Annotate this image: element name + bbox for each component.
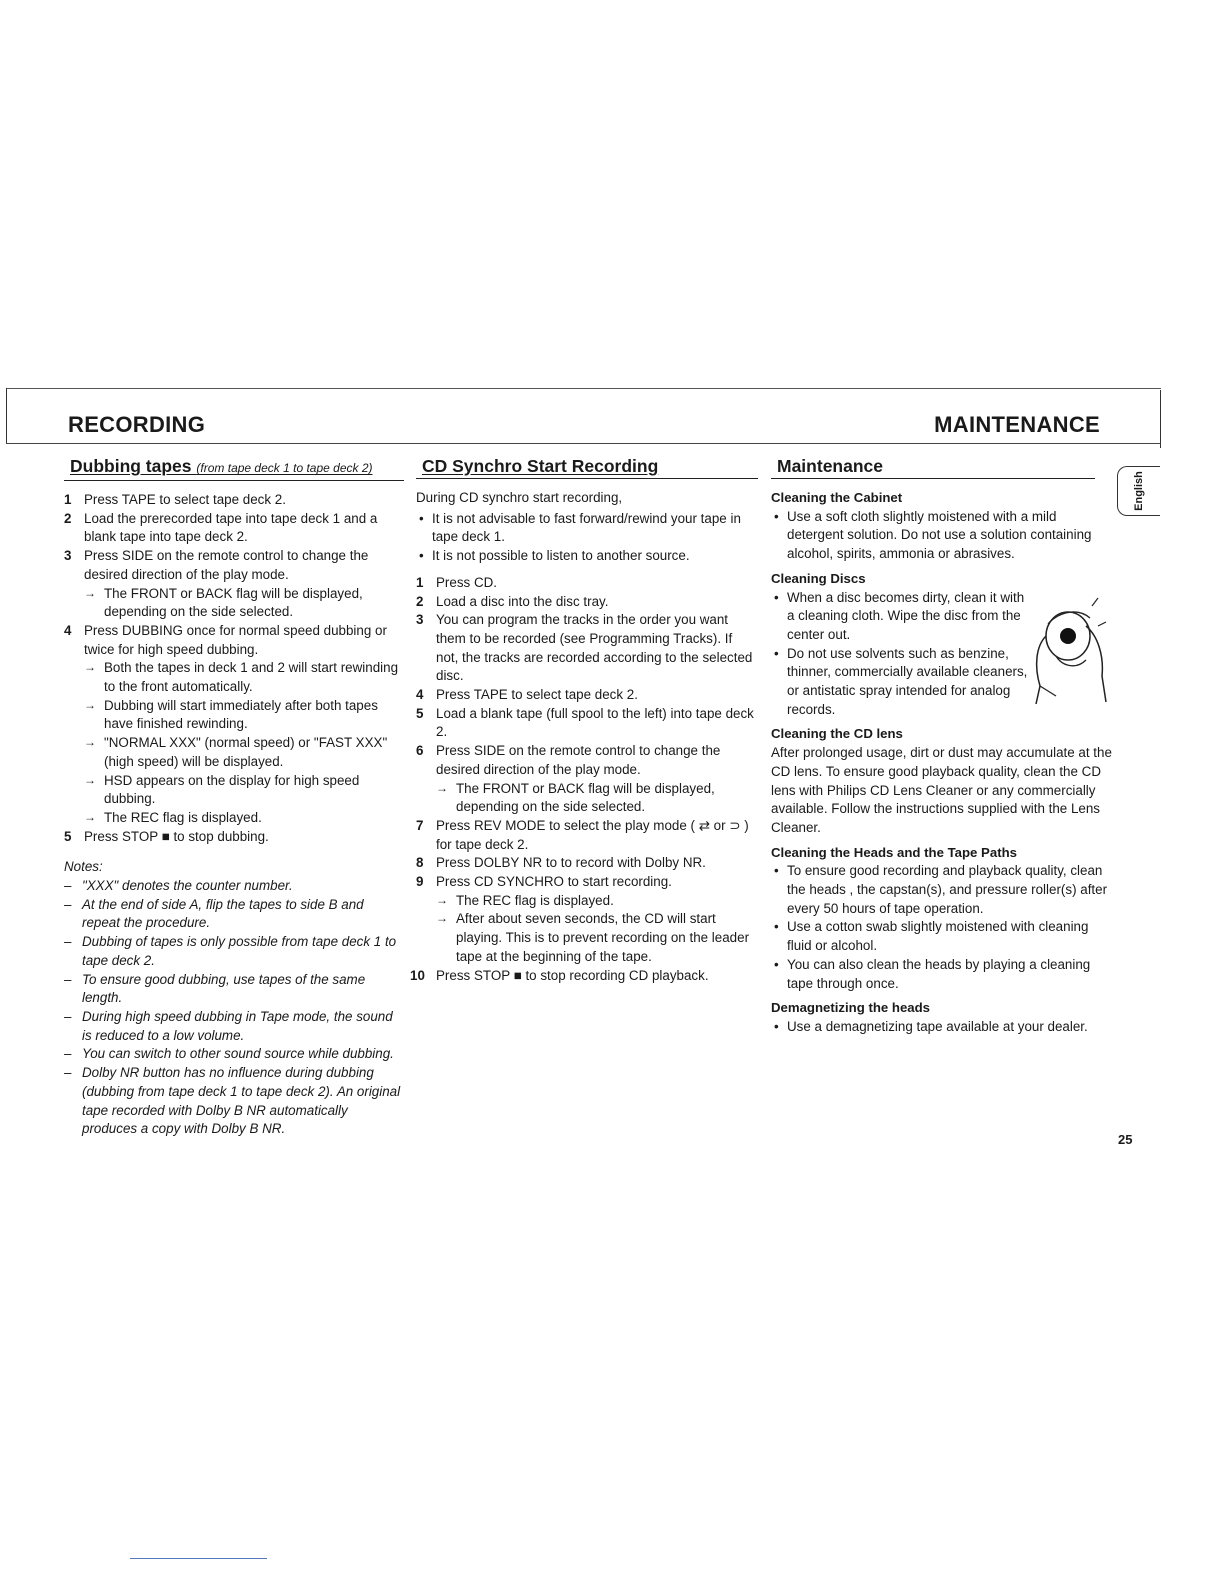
cd-synchro-steps: [410, 574, 758, 985]
lens-text: After prolonged usage, dirt or dust may accumulate at the CD lens. To ensure good playback quality, clean the CD lens with Philips CD Lens Cleaner or any commercially available. Follow the instructions supplied with the Lens Cleaner.: [771, 745, 1112, 835]
note-item: – Dubbing of tapes is only possible from tape deck 1 to tape deck 2.: [64, 933, 404, 970]
top-frame-line: [6, 388, 1161, 389]
dubbing-step: 2 Load the prerecorded tape into tape deck 1 and a blank tape into tape deck 2.: [64, 510, 378, 545]
dubbing-substep: → The REC flag is displayed.: [84, 809, 404, 828]
bullet-item: • Use a demagnetizing tape available at your dealer.: [771, 1018, 1115, 1037]
language-tab: [1117, 466, 1160, 516]
cd-synchro-bullets: [416, 510, 758, 566]
cd-step: 2 Load a disc into the disc tray.: [416, 593, 609, 609]
maintenance-heading: Maintenance: [771, 456, 1095, 479]
bullet-item: • It is not possible to listen to another source.: [416, 547, 758, 566]
bullet-item: • Use a cotton swab slightly moistened with cleaning fluid or alcohol.: [771, 918, 1115, 955]
cabinet-title: Cleaning the Cabinet: [771, 490, 903, 505]
cd-step: 7 Press REV MODE to select the play mode ( ⇄ or ⊃ ) for tape deck 2.: [416, 817, 749, 852]
bullet-item: • To ensure good recording and playback quality, clean the heads , the capstan(s), and pressure roller(s) after every 50 hours of tape operation.: [771, 862, 1115, 918]
cd-step: 1 Press CD.: [416, 574, 498, 590]
demag-title: Demagnetizing the heads: [771, 1000, 931, 1016]
dubbing-step: 1 Press TAPE to select tape deck 2.: [64, 492, 286, 507]
notes-list: [64, 877, 404, 1139]
cd-substep: → The FRONT or BACK flag will be displayed, depending on the side selected.: [436, 780, 758, 817]
dubbing-heading: [64, 456, 404, 481]
dubbing-heading-sub: (from tape deck 1 to tape deck 2): [196, 461, 373, 475]
note-item: – At the end of side A, flip the tapes to side B and repeat the procedure.: [64, 896, 404, 933]
bullet-item: • Do not use solvents such as benzine, thinner, commercially available cleaners, or antistatic spray intended for analog records.: [771, 645, 1029, 720]
lens-title: Cleaning the CD lens: [771, 726, 903, 742]
bullet-item: • When a disc becomes dirty, clean it with a cleaning cloth. Wipe the disc from the center out.: [771, 589, 1029, 645]
left-frame-line: [6, 388, 7, 444]
bullet-item: • You can also clean the heads by playing a cleaning tape through once.: [771, 956, 1115, 993]
heads-title: Cleaning the Heads and the Tape Paths: [771, 844, 1017, 860]
note-item: – To ensure good dubbing, use tapes of the same length.: [64, 971, 404, 1008]
cd-step: 9 Press CD SYNCHRO to start recording. → The REC flag is displayed. → After about seven seconds, the CD will start playing. This is to prevent recording on the leader tape at the beginning of the tape.: [416, 873, 758, 967]
notes-title: Notes:: [64, 859, 103, 875]
disc-cleaning-illustration: [1026, 596, 1108, 706]
bullet-item: • Use a soft cloth slightly moistened with a mild detergent solution. Do not use a solution containing alcohol, spirits, ammonia or abrasives.: [771, 508, 1115, 564]
cd-step: 4 Press TAPE to select tape deck 2.: [416, 687, 638, 703]
cd-synchro-column: [410, 456, 758, 985]
dubbing-substep: → HSD appears on the display for high speed dubbing.: [84, 772, 404, 809]
dubbing-substep: → The FRONT or BACK flag will be displayed, depending on the side selected.: [84, 585, 404, 622]
dubbing-steps: [64, 491, 404, 846]
dubbing-step: 4 Press DUBBING once for normal speed dubbing or twice for high speed dubbing. → Both the tapes in deck 1 and 2 will start rewinding to the front automatically. → Dubbing will start immediately after both tapes have finished rewinding. → "NORMAL XXX" (normal speed) or "FAST XXX" (high speed) will be displayed. → HSD appears on the display for high speed dubbing. → The REC flag is displayed.: [64, 622, 404, 828]
cabinet-bullets: [771, 508, 1115, 564]
dubbing-heading-text: Dubbing tapes: [70, 456, 192, 476]
maintenance-column: [771, 456, 1115, 1037]
page-number: 25: [1118, 1132, 1133, 1147]
bullet-item: • It is not advisable to fast forward/rewind your tape in tape deck 1.: [416, 510, 758, 547]
cd-substep: → After about seven seconds, the CD will start playing. This is to prevent recording on the leader tape at the beginning of the tape.: [436, 910, 758, 966]
cd-synchro-intro: During CD synchro start recording,: [416, 490, 623, 505]
recording-title: RECORDING: [68, 412, 206, 437]
cd-substep: → The REC flag is displayed.: [436, 892, 758, 911]
bottom-rule: [130, 1558, 267, 1559]
discs-title: Cleaning Discs: [771, 570, 866, 586]
discs-bullets: [771, 589, 1029, 720]
cd-synchro-heading: CD Synchro Start Recording: [416, 456, 758, 479]
dubbing-step: 3 Press SIDE on the remote control to change the desired direction of the play mode. → The FRONT or BACK flag will be displayed, depending on the side selected.: [64, 547, 404, 622]
dubbing-column: [64, 456, 404, 1139]
cd-step: 8 Press DOLBY NR to to record with Dolby NR.: [416, 855, 706, 871]
dubbing-substep: → Both the tapes in deck 1 and 2 will start rewinding to the front automatically.: [84, 659, 404, 696]
cd-step: 6 Press SIDE on the remote control to change the desired direction of the play mode. → The FRONT or BACK flag will be displayed, depending on the side selected.: [416, 742, 758, 817]
note-item: – During high speed dubbing in Tape mode, the sound is reduced to a low volume.: [64, 1008, 404, 1045]
dubbing-substep: → "NORMAL XXX" (normal speed) or "FAST XXX" (high speed) will be displayed.: [84, 734, 404, 771]
maintenance-title: MAINTENANCE: [934, 412, 1100, 437]
right-frame-line: [1160, 390, 1161, 448]
note-item: – "XXX" denotes the counter number.: [64, 877, 404, 896]
cd-step: 3 You can program the tracks in the order you want them to be recorded (see Programming Tracks). If not, the tracks are recorded according to the selected disc.: [416, 612, 753, 684]
heads-bullets: [771, 862, 1115, 993]
demag-bullets: [771, 1018, 1115, 1037]
cd-step: 5 Load a blank tape (full spool to the left) into tape deck 2.: [416, 705, 754, 740]
header-rule: [6, 443, 1161, 444]
note-item: – Dolby NR button has no influence during dubbing (dubbing from tape deck 1 to tape deck 2). An original tape recorded with Dolby B NR automatically produces a copy with Dolby B NR.: [64, 1064, 404, 1139]
dubbing-substep: → Dubbing will start immediately after both tapes have finished rewinding.: [84, 697, 404, 734]
cd-step: 10 Press STOP ■ to stop recording CD playback.: [410, 967, 709, 983]
language-label: English: [1132, 471, 1145, 511]
note-item: – You can switch to other sound source while dubbing.: [64, 1045, 404, 1064]
dubbing-step: 5 Press STOP ■ to stop dubbing.: [64, 828, 269, 844]
